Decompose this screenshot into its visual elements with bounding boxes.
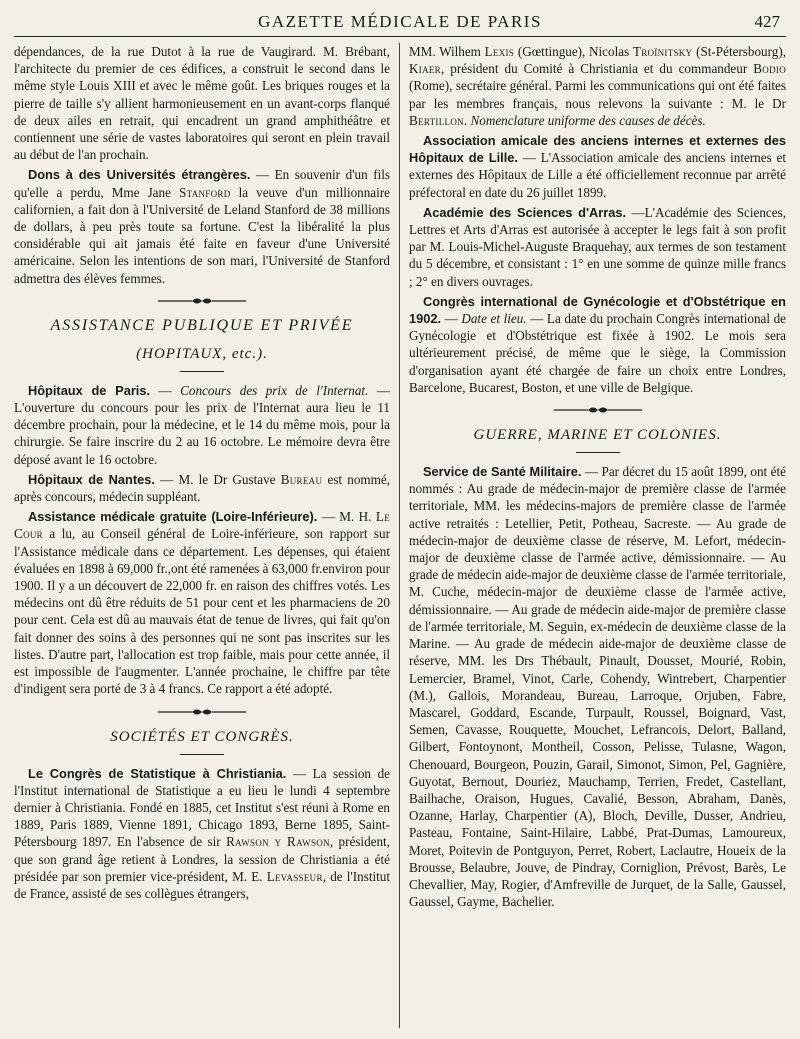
continued-paragraph: MM. Wilhem Lexis (Gœttingue), Nicolas Troïnitsky (St-Pétersbourg), Kiaer, président du Comité à Christiania et du commandeur Bodio (Rome), secrétaire général. Parmi les communications qui ont été faites par les membres français, nous relevons la suivante : M. le Dr Bertillon. Nomenclature uniforme des causes de décès. — [409, 44, 786, 128]
article-heading: Assistance médicale gratuite (Loire-Inférieure). — [28, 509, 318, 525]
ornament-divider-icon — [156, 296, 248, 306]
article-subheading: Date et lieu. — [461, 311, 527, 327]
person-name: Kiaer — [409, 61, 441, 77]
article-congres-statistique: Le Congrès de Statistique à Christiania. — La session de l'Institut international de Statistique a eu lieu le lundi 4 septembre dernier à Christiania. Fondé en 1885, cet Institut s'est réuni à Rome en 1889, Paris 1889, Vienne 1891, Chicago 1893, Berne 1895, Saint-Pétersbourg 1897. En l'absence de sir Rawson y Rawson, président, que son grand âge retient à Londres, la session de Christiania a été présidée par son premier vice-président, M. E. Levasseur, de l'Institut de France, assisté de ses collègues étrangers, — [14, 765, 390, 901]
person-name: Bureau — [280, 471, 323, 487]
article-assistance-gratuite: Assistance médicale gratuite (Loire-Inférieure). — M. H. Le Cour a lu, au Conseil général de Loire-inférieure, son rapport sur l'Assistance médicale dans ce département. Les dépenses, qui étaient évaluées en 1898 à 69,000 fr.,ont été ramenées à 63,000 fr.environ pour 1900. Il y a un découvert de 22,000 fr. en raison des chiffres votés. Les médecins ont dû être réduits de 51 pour cent et les pharmaciens de 20 pour cent. Cela est dû au mauvais état de tenue de livres, qui fait qu'on fait donner des soins à des personnes qui ne sont pas inscrites sur les listes. D'autre part, l'allocation est trop faible, mais pour cette année, il est impossible de l'augmenter. L'année prochaine, le chiffre par tête d'indigent sera porté de 3 à 4 francs. Ce rapport a été adopté. — [14, 509, 390, 697]
person-name: Rawson y Rawson — [226, 834, 330, 850]
person-name: Le Cour — [14, 509, 390, 542]
left-column — [14, 43, 400, 1028]
section-rule — [180, 754, 224, 755]
person-name: Lexis — [484, 44, 515, 59]
section-subtitle-hopitaux: (HOPITAUX, etc.). — [136, 345, 268, 362]
page-number: 427 — [754, 12, 780, 31]
section-title-assistance: ASSISTANCE PUBLIQUE ET PRIVÉE — [50, 316, 354, 334]
person-name: Stanford — [179, 184, 231, 200]
article-service-sante-militaire: Service de Santé Militaire. — Par décret du 15 août 1899, ont été nommés : Au grade de médecin-major de première classe de l'armée territoriale, MM. les médecins-majors de première classe de l'armée active retraités : Letellier, Petit, Potheau, Sacreste. — Au grade de médecin-major de deuxième classe de réserve, M. Lefort, médecin-major de deuxième classe de l'armée active, démissionnaire. — Au grade de médecin aide-major de deuxième classe de l'armée territoriale, M. Cuche, médecin-major de deuxième classe de l'armée active, démissionnaire. — Au grade de médecin aide-major de première classe de l'armée territoriale, M. Seguin, ex-médecin de deuxième classe de la Marine. — Au grade de médecin aide-major de deuxième classe de réserve, MM. les Drs Thébault, Pinault, Dousset, Mourié, Robin, Lemercier, Bramel, Vinot, Carle, Cohendy, Wintrebert, Charpentier (M.), Gallois, Morandeau, Bureau, Larroque, Orjuben, Fabre, Mascarel, Goddard, Escande, Turpault, Roussel, Boignard, Vast, Semen, Cavasse, Rouquette, Mouchet, Lefrancois, Delort, Balland, Gilbert, Fontoynont, Montheil, Cosson, Pelisse, Tulasne, Wagon, Chenouard, Bourgeon, Pouzin, Garail, Simonot, Simon, Pel, Gagnière, Guyotat, Bernout, Douriez, Mauchamp, Terrien, Fredet, Castellant, Bailhache, Oraison, Hugues, Cavalié, Besson, Abraham, Danès, Ozanne, Harlay, Charpentier (A), Bloch, Deville, Dusser, Andrieu, Pasteau, Fontaine, Saint-Hilaire, Labbé, Prat-Dumas, Lamoureux, Moret, Poitevin de Pontguyon, Perret, Robert, Laclautre, Houeix de la Brousse, Belaubre, Jouve, de Pindray, Corniglion, Prévost, Barès, Le Chevallier, May, Rogier, d'Amfreville de Jurquet, de la Salle, Gaussel, Gaussel, Gayme, Bachelier. — [409, 464, 786, 910]
article-dons-universites: Dons à des Universités étrangères. — En souvenir d'un fils qu'elle a perdu, Mme Jane Stanford la veuve d'un millionnaire californien, a fait don à l'Université de Leland Stanford de 38 millions de dollars, à peu près toute sa fortune. C'est la libéralité la plus considérable qui ait jamais été faite en faveur d'une Université américaine. Selon les intentions de son mari, l'Université de Stanford admettra des élèves femmes. — [14, 167, 391, 286]
ornament-divider-icon — [156, 707, 248, 717]
person-name: Bodio — [753, 61, 786, 77]
person-name: Bertillon — [409, 112, 464, 128]
article-heading: Hôpitaux de Paris. — [28, 382, 151, 398]
right-column — [400, 43, 786, 1028]
communication-title: Nomenclature uniforme des causes de décès. — [470, 112, 706, 128]
journal-title: GAZETTE MÉDICALE DE PARIS — [258, 12, 542, 31]
article-heading: Association amicale des anciens internes et externes des Hôpitaux de Lille. — [409, 133, 786, 166]
running-header — [14, 8, 786, 36]
article-heading: Académie des Sciences d'Arras. — [423, 204, 627, 220]
article-heading: Le Congrès de Statistique à Christiania. — [28, 765, 287, 781]
article-heading: Service de Santé Militaire. — [423, 464, 582, 480]
person-name: Levasseur — [266, 868, 323, 884]
section-title-societes: SOCIÉTÉS ET CONGRÈS. — [110, 728, 294, 745]
section-rule — [576, 452, 620, 453]
article-heading: Congrès international de Gynécologie et d'Obstétrique en 1902. — [409, 293, 786, 327]
article-congres-gynecologie: Congrès international de Gynécologie et d'Obstétrique en 1902. — Date et lieu. — La date du prochain Congrès international de Gynécologie et d'Obstétrique est fixée à 1902. Le mois sera ultérieurement précisé, de même que le siège, la Commission d'organisation ayant été chargée de faire un choix entre Londres, Barcelone, Bucarest, Boston, et une ville de Belgique. — [409, 293, 786, 395]
continued-paragraph: dépendances, de la rue Dutot à la rue de Vaugirard. M. Brébant, l'architecte du premier de ces édifices, a construit le second dans le même style Louis XIII et avec le même goût. Les briques rouges et la pierre de taille s'y allient harmonieusement en un avant-corps flanqué de deux ailes en retrait, qui encadrent un grand amphithéâtre et contiennent une série de vastes laboratoires qui seront en plein travail au début de l'an prochain. — [14, 44, 390, 163]
section-rule — [180, 371, 224, 372]
article-heading: Dons à des Universités étrangères. — [28, 167, 251, 183]
article-association-lille: Association amicale des anciens internes et externes des Hôpitaux de Lille. — L'Association amicale des anciens internes et externes des Hôpitaux de Lille a été officiellement reconnue par arrêté préfectoral en date du 26 juillet 1899. — [409, 133, 786, 200]
two-column-body — [14, 43, 786, 1028]
article-hopitaux-paris: Hôpitaux de Paris. — Concours des prix de l'Internat. —L'ouverture du concours pour les prix de l'Internat aura lieu le 11 décembre prochain, pour la médecine, et le 14 du même mois, pour la chirurgie. Se faire inscrire du 2 au 16 octobre. Le mémoire devra être déposé avant le 16 octobre. — [14, 382, 390, 467]
article-hopitaux-nantes: Hôpitaux de Nantes. — M. le Dr Gustave Bureau est nommé, après concours, médecin suppléant. — [14, 471, 390, 505]
ornament-divider-icon — [552, 405, 644, 415]
article-academie-arras: Académie des Sciences d'Arras. —L'Académie des Sciences, Lettres et Arts d'Arras est autorisée à accepter le legs fait à son profit par M. Louis-Michel-Auguste Braquehay, aux termes de son testament du 5 décembre, et consistant : 1° en une somme de quinze mille francs ; 2° en divers ouvrages. — [409, 204, 786, 289]
article-subheading: Concours des prix de l'Internat. — [180, 382, 369, 398]
section-title-guerre: GUERRE, MARINE ET COLONIES. — [473, 427, 722, 444]
person-name: Troïnitsky — [632, 44, 693, 59]
header-rule — [14, 36, 786, 37]
article-heading: Hôpitaux de Nantes. — [28, 471, 155, 487]
